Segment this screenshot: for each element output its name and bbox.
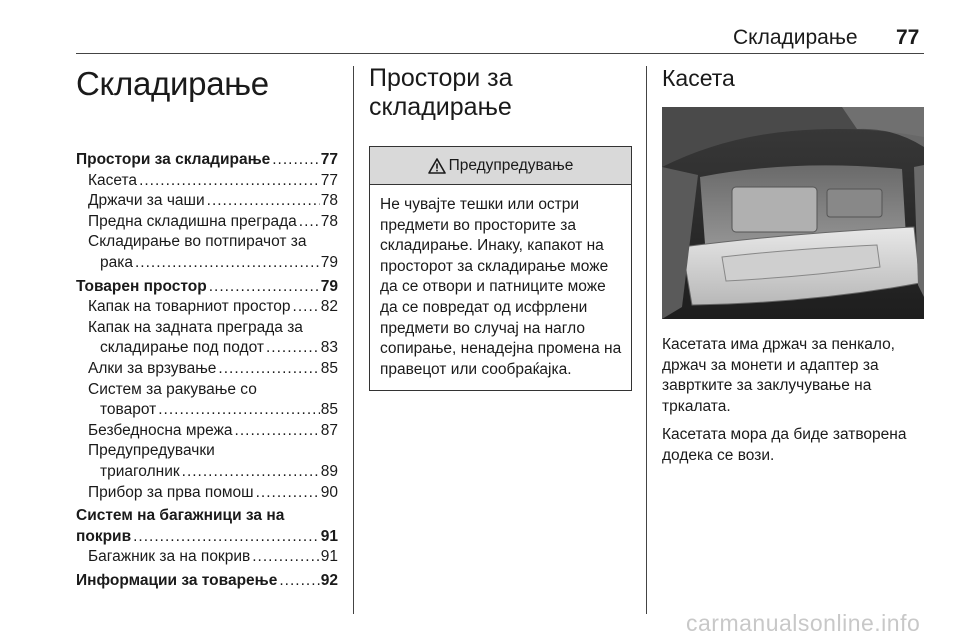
toc-page-number: 85 [320, 401, 338, 419]
toc-entry-text: Предна складишна преграда [88, 212, 297, 230]
toc-entry[interactable] [76, 338, 338, 359]
toc-leader-dots [293, 297, 320, 318]
section-title-line-1: Простори за [369, 64, 513, 92]
toc-entry[interactable] [76, 171, 338, 192]
toc-entry-text: Прибор за прва помош [88, 483, 254, 501]
toc-leader-dots [299, 212, 320, 233]
toc-leader-dots [218, 359, 319, 380]
toc-entry-text: товарот [100, 401, 157, 419]
toc-entry-text: Информации за товарење [76, 571, 278, 589]
toc-leader-dots [252, 547, 320, 568]
toc-leader-dots [133, 527, 320, 548]
glovebox-illustration [662, 107, 924, 319]
glovebox-paragraph-1: Касетата има држач за пенкало, држач за монети и адаптер за завртките за заклучување на тркалата. [662, 336, 895, 415]
section-title-line-2: складирање [369, 93, 512, 121]
toc-page-number: 78 [320, 212, 338, 230]
toc-entry-text: Товарен простор [76, 277, 207, 295]
toc-page-number: 79 [320, 277, 338, 295]
table-of-contents [76, 150, 338, 591]
toc-entry[interactable] [76, 297, 338, 318]
storage-column [369, 64, 631, 391]
toc-entry-text: Безбедносна мрежа [88, 421, 233, 439]
watermark: carmanualsonline.info [686, 610, 921, 636]
toc-leader-dots [207, 191, 320, 212]
glovebox-column [662, 64, 924, 467]
toc-entry[interactable] [76, 527, 338, 548]
toc-page-number: 78 [320, 192, 338, 210]
toc-leader-dots [235, 421, 320, 442]
toc-entry-text: Предупредувачки [88, 442, 215, 460]
toc-entry[interactable] [76, 506, 338, 527]
toc-entry[interactable] [76, 441, 338, 462]
warning-box [369, 146, 632, 391]
toc-entry-text: складирање под подот [100, 339, 264, 357]
toc-page-number: 83 [320, 339, 338, 357]
column-divider-2 [646, 66, 647, 614]
toc-entry[interactable] [76, 232, 338, 253]
toc-entry-text: Складирање во потпирачот за [88, 233, 307, 251]
toc-page-number: 91 [320, 548, 338, 566]
toc-entry[interactable] [76, 421, 338, 442]
toc-entry-text: Капак на задната преграда за [88, 318, 303, 336]
toc-page-number: 77 [320, 171, 338, 189]
toc-page-number: 82 [320, 298, 338, 316]
toc-page-number: 87 [320, 421, 338, 439]
header-rule [76, 53, 924, 54]
toc-entry[interactable] [76, 380, 338, 401]
glovebox-paragraph-2: Касетата мора да биде затворена додека се вози. [662, 426, 907, 464]
toc-entry[interactable] [76, 483, 338, 504]
toc-entry[interactable] [76, 277, 338, 298]
toc-page-number: 89 [320, 462, 338, 480]
toc-entry-text: Систем на багажници за на [76, 507, 285, 525]
warning-heading: Предупредување [448, 156, 574, 174]
toc-entry-text: Систем за ракување со [88, 380, 257, 398]
toc-page-number: 90 [320, 483, 338, 501]
toc-entry-text: Држачи за чаши [88, 192, 205, 210]
warning-triangle-icon [428, 158, 446, 174]
page-number: 77 [896, 26, 920, 49]
toc-leader-dots [209, 277, 320, 298]
toc-leader-dots [256, 483, 320, 504]
section-title-storage [369, 64, 631, 122]
toc-entry-text: Багажник за на покрив [88, 548, 251, 566]
toc-entry[interactable] [76, 191, 338, 212]
column-divider-1 [353, 66, 354, 614]
toc-entry[interactable] [76, 571, 338, 592]
toc-entry-text: триаголник [100, 462, 180, 480]
toc-leader-dots [182, 462, 320, 483]
toc-page-number: 85 [320, 359, 338, 377]
toc-entry-text: Алки за врзување [88, 359, 217, 377]
toc-leader-dots [272, 150, 320, 171]
running-head [0, 26, 960, 52]
toc-entry-text: рака [100, 253, 133, 271]
running-head-title: Складирање [733, 26, 858, 49]
toc-leader-dots [158, 400, 320, 421]
toc-entry[interactable] [76, 400, 338, 421]
toc-leader-dots [266, 338, 320, 359]
toc-leader-dots [279, 571, 319, 592]
toc-column [76, 64, 338, 591]
warning-text: Не чувајте тешки или остри предмети во просторите за складирање. Инаку, капакот на просторот за складирање може да се отвори и патниците може да се повредат од исфрлени предмети во случај на нагло сопирање, ненадејна промена на правецот или сообраќајка. [380, 196, 622, 378]
warning-header [370, 147, 631, 185]
toc-entry[interactable] [76, 547, 338, 568]
toc-leader-dots [135, 253, 320, 274]
toc-entry-text: Капак на товарниот простор [88, 298, 291, 316]
section-title-glovebox: Касета [662, 65, 735, 91]
toc-page-number: 77 [320, 151, 338, 168]
toc-entry[interactable] [76, 150, 338, 171]
toc-page-number: 91 [320, 527, 338, 545]
chapter-title: Складирање [76, 65, 269, 102]
toc-leader-dots [139, 171, 320, 192]
toc-page-number: 92 [320, 571, 338, 589]
toc-entry[interactable] [76, 318, 338, 339]
toc-entry[interactable] [76, 253, 338, 274]
toc-entry[interactable] [76, 359, 338, 380]
toc-entry[interactable] [76, 462, 338, 483]
toc-page-number: 79 [320, 253, 338, 271]
glovebox-photo [662, 107, 924, 319]
toc-entry-text: Касета [88, 171, 138, 189]
toc-entry[interactable] [76, 212, 338, 233]
toc-entry-text: Простори за складирање [76, 151, 271, 168]
toc-entry-text: покрив [76, 527, 132, 545]
